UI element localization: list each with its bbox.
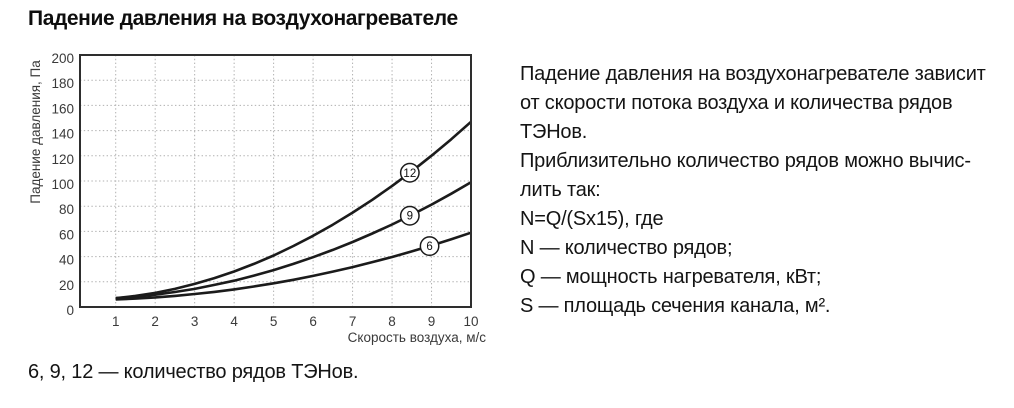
y-tick-label: 20 [58,277,74,293]
description-line: N — количество рядов; [520,237,733,259]
figure-caption: 6, 9, 12 — количество рядов ТЭНов. [28,361,359,383]
description-line: лить так: [520,179,601,201]
curve-label-6: 6 [426,241,433,254]
x-tick-label: 4 [230,314,238,329]
curve-label-9: 9 [406,210,414,223]
y-tick-label: 40 [58,252,74,268]
x-tick-label: 2 [151,314,159,329]
description-line: ТЭНов. [520,121,588,143]
pressure-drop-chart [0,40,500,354]
description-line: от скорости потока воздуха и количества рядов [520,92,953,114]
x-tick-label: 8 [388,314,396,329]
y-tick-label: 120 [51,151,74,167]
curve-label-12: 12 [403,167,417,180]
x-tick-label: 7 [348,314,357,329]
x-tick-label: 9 [427,314,436,329]
y-tick-label: 200 [51,51,74,66]
y-tick-label: 140 [51,126,74,142]
y-tick-label: 0 [66,303,74,318]
x-tick-label: 1 [111,314,120,329]
y-tick-label: 180 [51,76,74,92]
x-axis-title: Скорость воздуха, м/с [347,330,486,345]
description-line: S — площадь сечения канала, м². [520,295,831,317]
description-line: Приблизительно количество рядов можно вычис- [520,150,971,172]
x-tick-label: 3 [190,314,199,329]
x-tick-label: 10 [463,314,479,329]
y-tick-label: 80 [58,202,74,218]
description-line: Падение давления на воздухонагревателе зависит [520,63,986,85]
description-block [520,60,1014,321]
description-line: Q — мощность нагревателя, кВт; [520,266,822,288]
y-tick-label: 160 [51,101,74,117]
formula-line: N=Q/(Sx15), где [520,208,664,230]
y-tick-label: 100 [51,177,74,192]
page-title: Падение давления на воздухонагревателе [28,7,458,30]
x-tick-label: 5 [269,314,278,329]
y-axis-title: Падение давления, Па [28,60,43,204]
x-tick-label: 6 [309,314,317,329]
y-tick-label: 60 [58,227,74,243]
